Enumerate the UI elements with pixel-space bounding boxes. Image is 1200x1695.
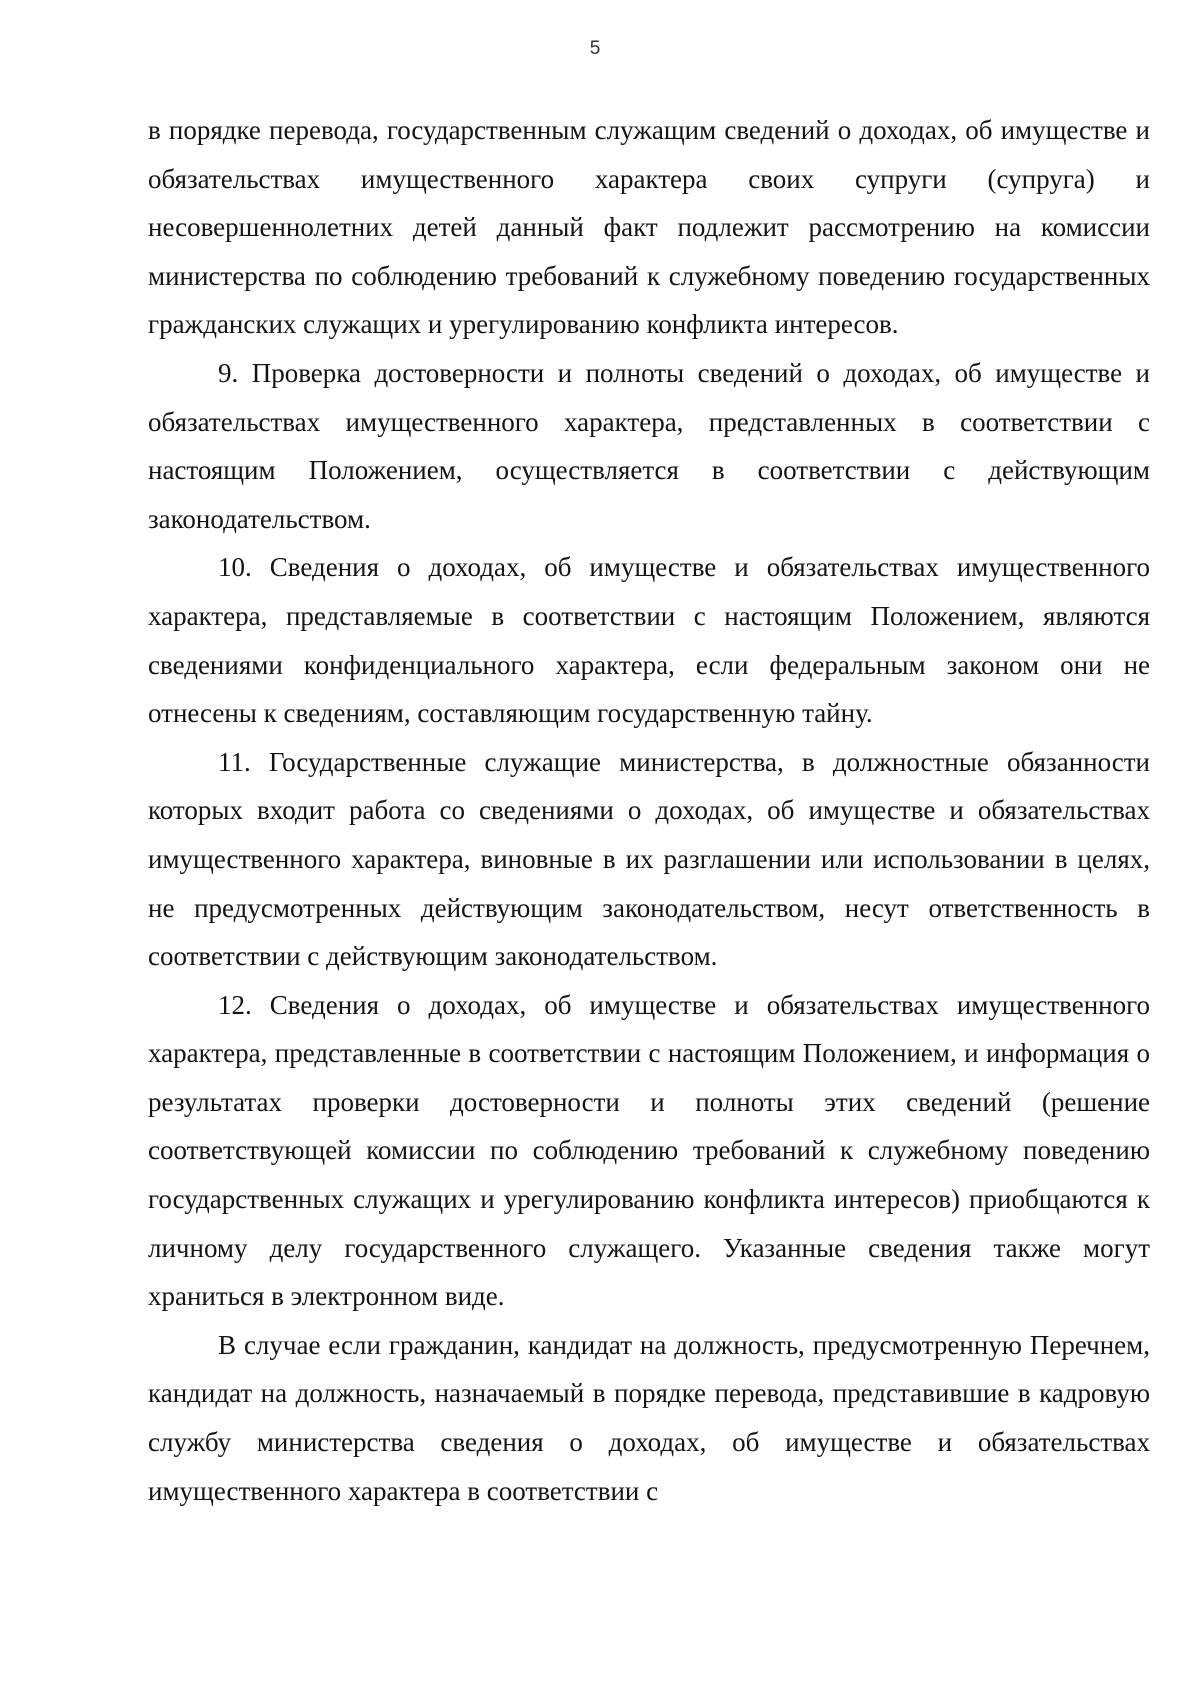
- paragraph-final: В случае если гражданин, кандидат на должность, предусмотренную Перечнем, кандидат на должность, назначаемый в порядке перевода, представившие в кадровую службу министерства сведения о доходах, об имуществе и обязательствах имущественного характера в соответствии с: [148, 1329, 1150, 1506]
- page-number: 5: [589, 38, 601, 59]
- paragraph-9: 9. Проверка достоверности и полноты сведений о доходах, об имуществе и обязательствах имущественного характера, представленных в соответствии с настоящим Положением, осуществляется в соответствии с действующим законодательством.: [148, 357, 1150, 534]
- document-body: [148, 106, 1150, 1515]
- paragraph-continuation: в порядке перевода, государственным служащим сведений о доходах, об имуществе и обязательствах имущественного характера своих супруги (супруга) и несовершеннолетних детей данный факт подлежит рассмотрению на комиссии министерства по соблюдению требований к служебному поведению государственных гражданских служащих и урегулированию конфликта интересов.: [148, 115, 1150, 340]
- paragraph-11: 11. Государственные служащие министерства, в должностные обязанности которых входит работа со сведениями о доходах, об имуществе и обязательствах имущественного характера, виновные в их разглашении или использовании в целях, не предусмотренных действующим законодательством, несут ответственность в соответствии с действующим законодательством.: [148, 746, 1150, 972]
- paragraph-10: 10. Сведения о доходах, об имуществе и обязательствах имущественного характера, представляемые в соответствии с настоящим Положением, являются сведениями конфиденциального характера, если федеральным законом они не отнесены к сведениям, составляющим государственную тайну.: [148, 552, 1150, 729]
- paragraph-12: 12. Сведения о доходах, об имуществе и обязательствах имущественного характера, представленные в соответствии с настоящим Положением, и информация о результатах проверки достоверности и полноты этих сведений (решение соответствующей комиссии по соблюдению требований к служебному поведению государственных служащих и урегулированию конфликта интересов) приобщаются к личному делу государственного служащего. Указанные сведения также могут храниться в электронном виде.: [148, 989, 1150, 1312]
